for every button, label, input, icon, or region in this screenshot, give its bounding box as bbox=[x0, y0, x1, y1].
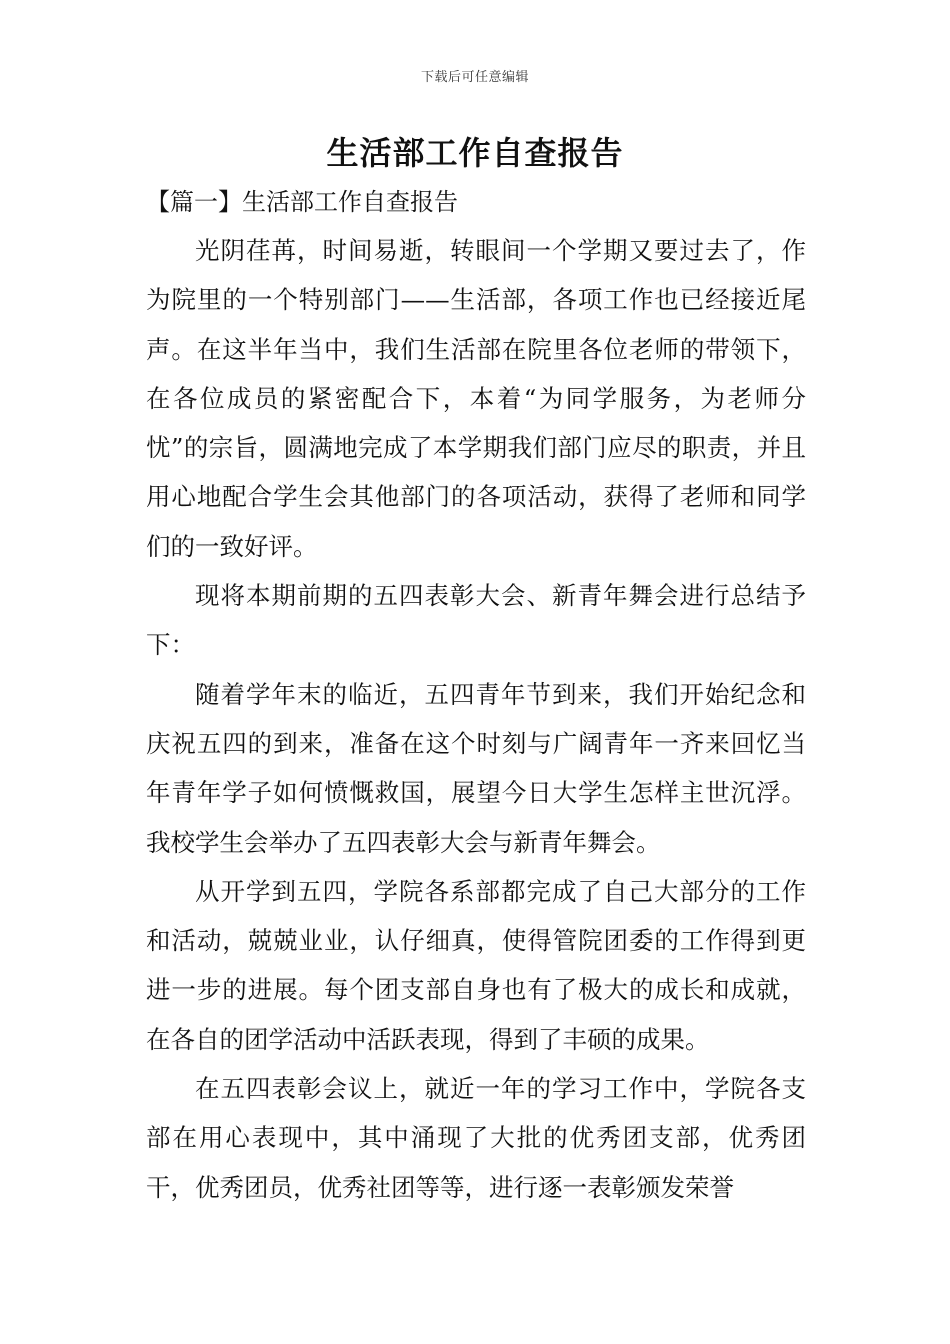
paragraph-2: 现将本期前期的五四表彰大会、新青年舞会进行总结予下： bbox=[146, 581, 806, 660]
paragraph-3: 随着学年末的临近，五四青年节到来，我们开始纪念和庆祝五四的到来，准备在这个时刻与广阔青年一齐来回忆当年青年学子如何愤慨救国，展望今日大学生怎样主世沉浮。我校学生会举办了五四表彰大会与新青年舞会。 bbox=[146, 679, 806, 857]
document-title: 生活部工作自查报告 bbox=[326, 134, 624, 172]
document-body bbox=[146, 226, 806, 1212]
header-note: 下载后可任意编辑 bbox=[420, 70, 529, 85]
paragraph-5: 在五四表彰会议上，就近一年的学习工作中，学院各支部在用心表现中，其中涌现了大批的优秀团支部，优秀团干，优秀团员，优秀社团等等，进行逐一表彰颁发荣誉 bbox=[146, 1074, 806, 1202]
paragraph-4: 从开学到五四，学院各系部都完成了自己大部分的工作和活动，兢兢业业，认仔细真，使得管院团委的工作得到更进一步的进展。每个团支部自身也有了极大的成长和成就，在各自的团学活动中活跃表现，得到了丰硕的成果。 bbox=[146, 876, 806, 1054]
paragraph-1: 光阴荏苒，时间易逝，转眼间一个学期又要过去了，作为院里的一个特别部门——生活部，各项工作也已经接近尾声。在这半年当中，我们生活部在院里各位老师的带领下，在各位成员的紧密配合下，本着“为同学服务，为老师分忧”的宗旨，圆满地完成了本学期我们部门应尽的职责，并且用心地配合学生会其他部门的各项活动，获得了老师和同学们的一致好评。 bbox=[146, 236, 806, 561]
section-heading: 【篇一】生活部工作自查报告 bbox=[146, 188, 458, 216]
